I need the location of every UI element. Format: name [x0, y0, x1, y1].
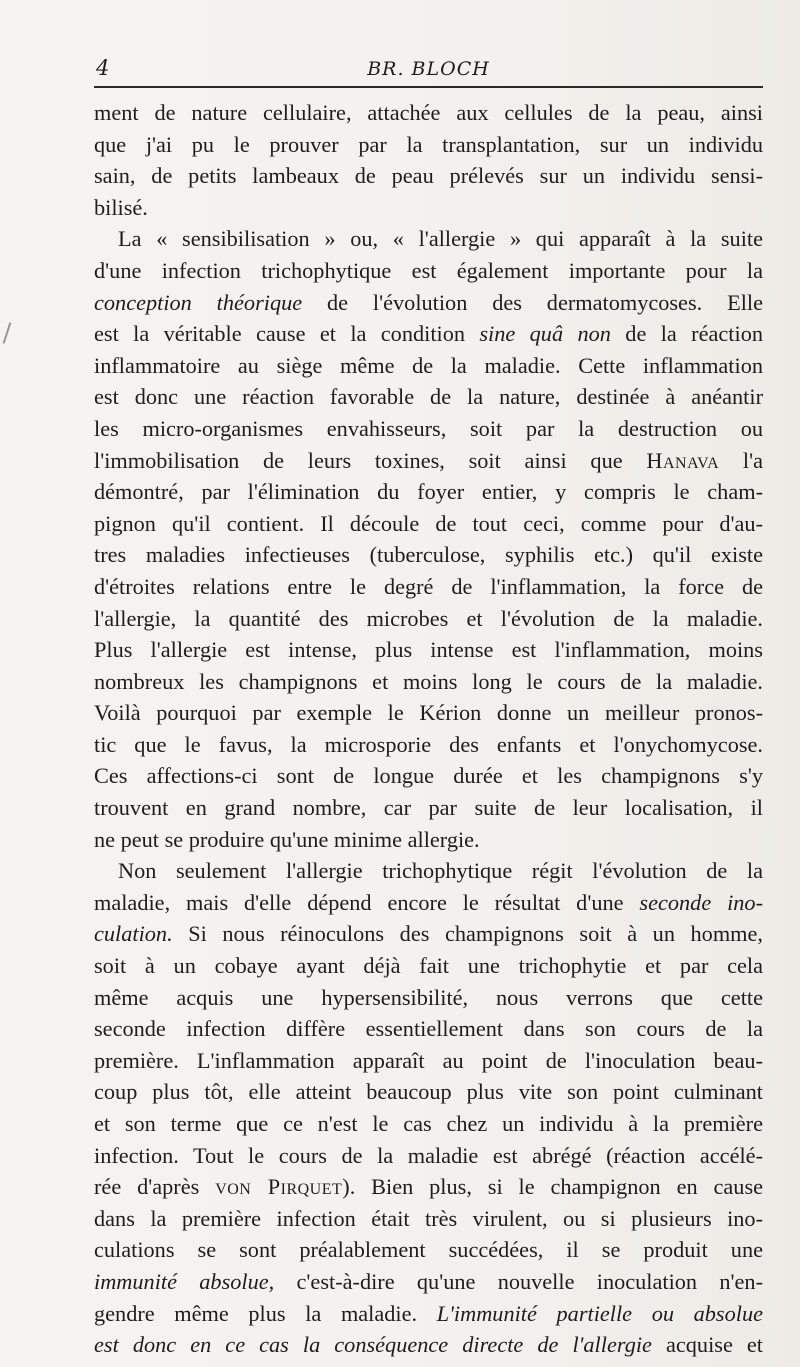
text-line: nombreux les champignons et moins long le cours de la maladie. — [94, 668, 763, 694]
text-line: pignon qu'il contient. Il découle de tout ceci, comme pour d'au- — [94, 510, 763, 536]
text-line: Ces affections-ci sont de longue durée et les champignons s'y — [94, 763, 763, 789]
text-line-with-italic: est la véritable cause et la condition sine quâ non de la réaction — [94, 321, 763, 347]
text-line-with-italic: immunité absolue, c'est-à-dire qu'une nouvelle inoculation n'en- — [94, 1268, 763, 1294]
text-line: les micro-organismes envahisseurs, soit par la destruction ou — [94, 415, 763, 441]
text-line: Plus l'allergie est intense, plus intense est l'inflammation, moins — [94, 637, 763, 663]
text-line-with-italic: gendre même plus la maladie. L'immunité partielle ou absolue — [94, 1300, 763, 1326]
text-line: que j'ai pu le prouver par la transplantation, sur un individu — [94, 131, 763, 157]
text-line: ment de nature cellulaire, attachée aux cellules de la peau, ainsi — [94, 100, 763, 125]
text-line-with-small-caps: l'immobilisation de leurs toxines, soit ainsi que Hanava l'a — [94, 447, 763, 473]
text-line: d'étroites relations entre le degré de l'inflammation, la force de — [94, 573, 763, 599]
page-number: 4 — [96, 56, 110, 80]
text-line: Voilà pourquoi par exemple le Kérion donne un meilleur pronos- — [94, 700, 763, 726]
running-head: BR. BLOCH — [367, 58, 490, 80]
text-line: est donc une réaction favorable de la nature, destinée à anéantir — [94, 384, 763, 410]
text-line: trouvent en grand nombre, car par suite de leur localisation, il — [94, 795, 763, 821]
text-line: La « sensibilisation » ou, « l'allergie » qui apparaît à la suite — [118, 226, 763, 252]
text-line: bilisé. — [94, 194, 148, 220]
text-line: d'une infection trichophytique est également importante pour la — [94, 257, 763, 283]
page-header — [94, 54, 763, 86]
text-line-with-small-caps: rée d'après von Pirquet). Bien plus, si le champignon en cause — [94, 1174, 764, 1200]
text-line: et son terme que ce n'est le cas chez un individu à la première — [94, 1111, 763, 1136]
text-line: seconde infection diffère essentiellement dans son cours de la — [94, 1016, 763, 1042]
text-line-with-italic: conception théorique de l'évolution des dermatomycoses. Elle — [94, 289, 763, 315]
text-line: tres maladies infectieuses (tuberculose, syphilis etc.) qu'il existe — [94, 542, 763, 568]
text-line: coup plus tôt, elle atteint beaucoup plus vite son point culminant — [94, 1079, 763, 1105]
text-line: première. L'inflammation apparaît au point de l'inoculation beau- — [94, 1047, 763, 1073]
header-rule — [94, 86, 763, 88]
text-line-with-italic: est donc en ce cas la conséquence directe de l'allergie acquise et — [94, 1332, 763, 1358]
text-line: sain, de petits lambeaux de peau prélevés sur un individu sensi- — [94, 163, 763, 189]
text-line: l'allergie, la quantité des microbes et l'évolution de la maladie. — [94, 605, 763, 631]
text-line: démontré, par l'élimination du foyer entier, y compris le cham- — [94, 479, 763, 505]
text-line: infection. Tout le cours de la maladie est abrégé (réaction accélé- — [94, 1142, 763, 1168]
text-line: ne peut se produire qu'une minime allergie. — [94, 826, 480, 852]
text-line: culations se sont préalablement succédées, il se produit une — [94, 1237, 763, 1263]
text-line-with-italic: maladie, mais d'elle dépend encore le résultat d'une seconde ino- — [94, 889, 763, 915]
body-text — [94, 97, 763, 1361]
margin-pencil-mark — [3, 322, 12, 344]
text-line: même acquis une hypersensibilité, nous verrons que cette — [94, 984, 763, 1010]
text-line: soit à un cobaye ayant déjà fait une trichophytie et par cela — [94, 953, 763, 979]
text-line-with-italic: culation. Si nous réinoculons des champignons soit à un homme, — [94, 921, 763, 947]
text-line: dans la première infection était très virulent, ou si plusieurs ino- — [94, 1205, 763, 1231]
text-line: tic que le favus, la microsporie des enfants et l'onychomycose. — [94, 731, 763, 757]
text-line: inflammatoire au siège même de la maladie. Cette inflammation — [94, 352, 763, 378]
text-line: Non seulement l'allergie trichophytique régit l'évolution de la — [118, 858, 763, 884]
